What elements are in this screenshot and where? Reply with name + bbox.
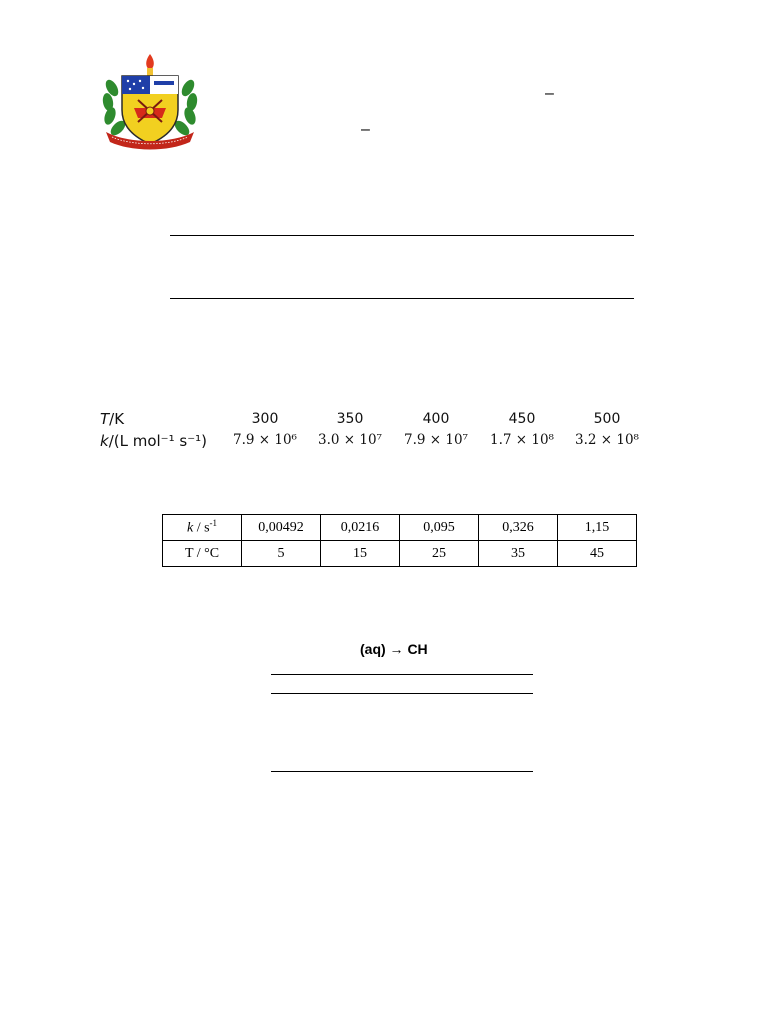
rule-5	[271, 771, 533, 772]
temperature-value: 350	[336, 411, 364, 427]
k-value-cell: 1,15	[558, 515, 637, 541]
rate-constant-value: 7.9 × 10⁶	[233, 432, 297, 448]
k-value-cell: 0,0216	[321, 515, 400, 541]
rule-4	[271, 693, 533, 694]
rate-constant-celsius-table	[162, 514, 637, 567]
rate-constant-label: k/(L mol⁻¹ s⁻¹)	[100, 432, 207, 450]
rate-constant-value: 1.7 × 10⁸	[490, 432, 554, 448]
k-header-cell: k / $s^{-1}$	[163, 515, 242, 541]
rate-constant-value: 3.2 × 10⁸	[575, 432, 639, 448]
t-value-cell: 15	[321, 541, 400, 567]
rate-constant-value: 3.0 × 10⁷	[318, 432, 382, 448]
k-value-cell: 0,095	[400, 515, 479, 541]
t-value-cell: 5	[242, 541, 321, 567]
rule-3	[271, 674, 533, 675]
table-row	[163, 541, 637, 567]
t-header-cell: T / °C	[163, 541, 242, 567]
t-value-cell: 25	[400, 541, 479, 567]
header-dash-lower: –	[361, 121, 370, 138]
t-value-cell: 45	[558, 541, 637, 567]
temperature-row	[100, 410, 660, 432]
temperature-value: 300	[251, 411, 279, 427]
reaction-equation: (aq) → CH	[360, 641, 428, 657]
rate-constant-row	[100, 432, 660, 454]
k-value-cell: 0,326	[479, 515, 558, 541]
temperature-value: 500	[593, 411, 621, 427]
t-value-cell: 35	[479, 541, 558, 567]
header-dash-upper: –	[545, 85, 554, 102]
table-row	[163, 515, 637, 541]
temperature-value: 450	[508, 411, 536, 427]
rate-constant-temperature-table	[100, 410, 660, 454]
k-value-cell: 0,00492	[242, 515, 321, 541]
rate-constant-value: 7.9 × 10⁷	[404, 432, 468, 448]
university-crest-logo	[98, 48, 202, 152]
rule-2	[170, 298, 634, 299]
temperature-value: 400	[422, 411, 450, 427]
temperature-label: T/K	[100, 410, 125, 428]
rule-1	[170, 235, 634, 236]
